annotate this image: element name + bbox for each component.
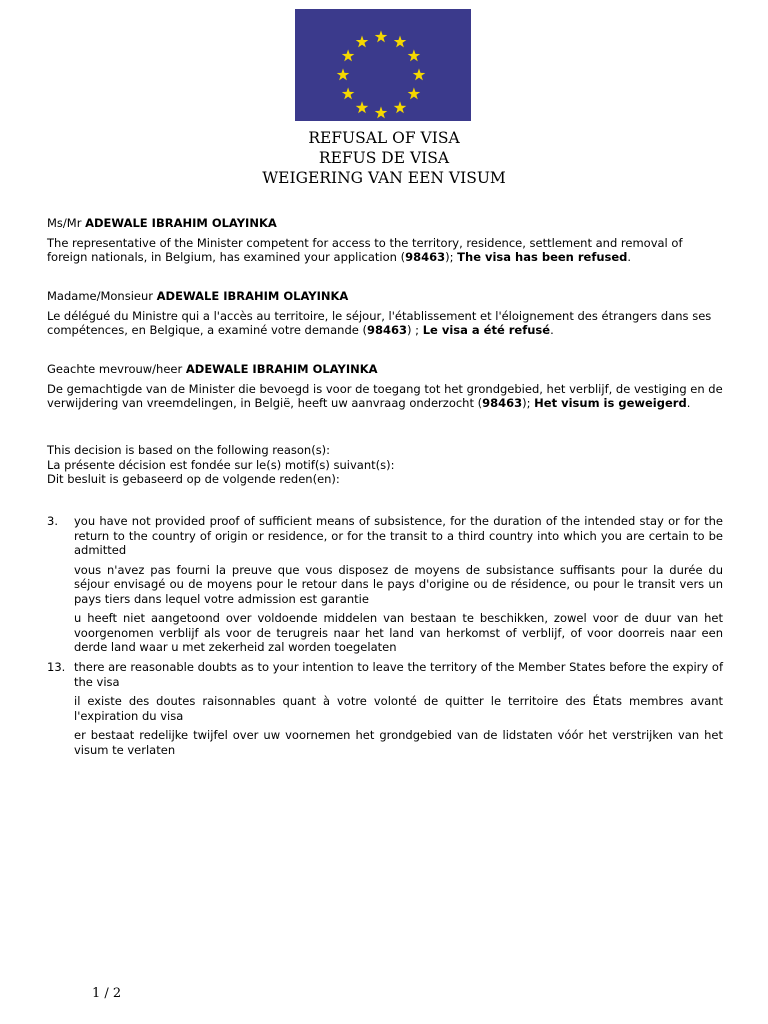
french-salutation: Madame/Monsieur ADEWALE IBRAHIM OLAYINKA (47, 289, 349, 303)
english-body: The representative of the Minister competent for access to the territory, residence, settlement and removal of foreign nationals, in Belgium, has examined your application (98463); The visa has been refused. (47, 236, 683, 264)
document-title (0, 128, 768, 188)
reason-text-nl: u heeft niet aangetoond over voldoende middelen van bestaan te beschikken, zowel voor de duur van het voorgenomen verblijf als voor de terugreis naar het land van herkomst of verblijf, of voor doorreis naar een derde land waar u met zekerheid zal worden toegelaten (74, 611, 723, 654)
reasons-intro (47, 443, 394, 487)
dutch-body: De gemachtigde van de Minister die bevoegd is voor de toegang tot het grondgebied, het verblijf, de vestiging en de verwijdering van vreemdelingen, in België, heeft uw aanvraag onderzocht (98463); Het visum is geweigerd. (47, 382, 723, 410)
title-en: REFUSAL OF VISA (308, 129, 460, 147)
title-fr: REFUS DE VISA (318, 149, 450, 167)
reason-number: 3. (47, 514, 58, 528)
french-body: Le délégué du Ministre qui a l'accès au territoire, le séjour, l'établissement et l'éloignement des étrangers dans ses compétences, en Belgique, a examiné votre demande (98463) ; Le visa a été refusé. (47, 309, 712, 337)
applicant-name: ADEWALE IBRAHIM OLAYINKA (185, 362, 378, 376)
dutch-salutation: Geachte mevrouw/heer ADEWALE IBRAHIM OLAYINKA (47, 362, 378, 376)
reason-text-en: there are reasonable doubts as to your intention to leave the territory of the Member States before the expiry of the visa (74, 660, 723, 689)
reasons-intro-nl: Dit besluit is gebaseerd op de volgende reden(en): (47, 472, 340, 486)
reason-text-fr: il existe des doutes raisonnables quant à votre volonté de quitter le territoire des États membres avant l'expiration du visa (74, 694, 723, 723)
english-salutation: Ms/Mr ADEWALE IBRAHIM OLAYINKA (47, 216, 277, 230)
reason-number: 13. (47, 660, 66, 674)
title-nl: WEIGERING VAN EEN VISUM (262, 169, 506, 187)
reason-text-en: you have not provided proof of sufficient means of subsistence, for the duration of the intended stay or for the return to the country of origin or residence, or for the transit to a third country into which you are certain to be admitted (74, 514, 723, 557)
page-number: 1 / 2 (92, 986, 122, 1001)
reasons-intro-fr: La présente décision est fondée sur le(s) motif(s) suivant(s): (47, 457, 395, 472)
reason-item (47, 660, 723, 762)
decision-text: Het visum is geweigerd (534, 396, 687, 410)
reason-text-nl: er bestaat redelijke twijfel over uw voornemen het grondgebied van de lidstaten vóór het verstrijken van het visum te verlaten (74, 728, 723, 757)
application-reference: 98463 (482, 396, 523, 410)
applicant-name: ADEWALE IBRAHIM OLAYINKA (156, 289, 349, 303)
reasons-intro-en: This decision is based on the following reason(s): (47, 443, 331, 457)
english-section (47, 216, 723, 264)
decision-text: The visa has been refused (457, 250, 628, 264)
applicant-name: ADEWALE IBRAHIM OLAYINKA (85, 216, 277, 230)
reason-text-fr: vous n'avez pas fourni la preuve que vous disposez de moyens de subsistance suffisants pour la durée du séjour envisagé ou de moyens pour le retour dans le pays d'origine ou de résidence, ou pour le transit vers un pays tiers dans lequel votre admission est garantie (74, 562, 723, 606)
application-reference: 98463 (367, 323, 408, 337)
dutch-section (47, 362, 723, 410)
eu-flag-icon (295, 9, 471, 121)
french-section (47, 289, 723, 337)
application-reference: 98463 (405, 250, 446, 264)
reason-item (47, 514, 723, 660)
decision-text: Le visa a été refusé (422, 323, 551, 337)
